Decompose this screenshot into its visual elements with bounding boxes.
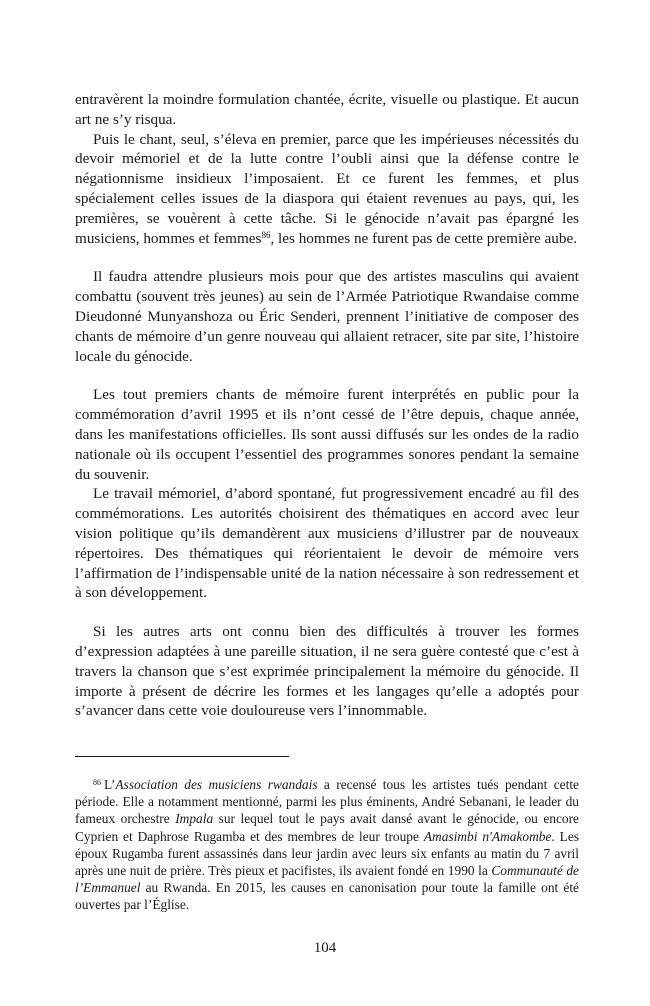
footnote-text: a recensé tous les artistes tués pendant cette période. Elle a notamment mentionné, parmi les plus éminents, André Sebanani, le leader du fameux orchestre: [75, 777, 579, 827]
paragraph-3: Il faudra attendre plusieurs mois pour que des artistes masculins qui avaient combattu (souvent très jeunes) au sein de l’Armée Patriotique Rwandaise comme Dieudonné Munyanshoza ou Éric Senderi, prennent l’initiative de composer des chants de mémoire d’un genre nouveau qui allaient retracer, site par site, l’histoire locale du génocide.: [75, 268, 579, 365]
footnote-italic: Communauté de l’Emmanuel: [75, 863, 579, 896]
footnote-text: au Rwanda. En 2015, les causes en canonisation pour toute la famille ont été ouvertes par l’Église.: [75, 880, 579, 913]
footnote-text: L’: [104, 777, 116, 792]
paragraph-2: [75, 130, 579, 249]
paragraph-4: Les tout premiers chants de mémoire furent interprétés en public pour la commémoration d’avril 1995 et ils n’ont cessé de l’être depuis, chaque année, dans les manifestations officielles. Ils sont aussi diffusés sur les ondes de la radio nationale où ils occupent l’essentiel des programmes sonores pendant la semaine du souvenir.: [75, 386, 579, 483]
page-number: 104: [313, 940, 337, 956]
paragraph-1: entravèrent la moindre formulation chantée, écrite, visuelle ou plastique. Et aucun art ne s’y risqua.: [75, 91, 579, 128]
footnote-text: sur lequel tout le pays avait dansé avant le génocide, ou encore Cyprien et Daphrose Rugamba et des membres de leur troupe: [75, 811, 579, 844]
footnote-separator: [75, 756, 289, 757]
footnote-italic: Impala: [175, 811, 214, 827]
paragraph-5: Le travail mémoriel, d’abord spontané, fut progressivement encadré au fil des commémorations. Les autorités choisirent des thématiques en accord avec leur vision politique qu’ils demandèrent aux musiciens d’illustrer par de nouveaux répertoires. Des thématiques qui réorientaient le devoir de mémoire vers l’affirmation de l’indispensable unité de la nation nécessaire à son redressement et à son développement.: [75, 485, 579, 602]
paragraph-6: Si les autres arts ont connu bien des difficultés à trouver les formes d’expression adaptées à une pareille situation, il ne sera guère contesté que c’est à travers la chanson que s’est exprimée principalement la mémoire du génocide. Il importe à présent de décrire les formes et les langages qu’elle a adoptés pour s’avancer dans cette voie douloureuse vers l’innommable.: [75, 623, 579, 720]
footnote-italic: Amasimbi n'Amakombe: [423, 828, 552, 844]
footnote-reference[interactable]: 86: [261, 229, 271, 240]
footnote-text: . Les époux Rugamba furent assassinés dans leur jardin avec leurs six enfants au matin du 7 avril après une nuit de prière. Très pieux et pacifistes, ils avaient fondé en 1990 la: [75, 828, 579, 879]
footnote-number: 86: [93, 778, 101, 787]
footnote: [75, 776, 579, 914]
body-text: [75, 90, 579, 721]
paragraph-2-text: Puis le chant, seul, s’éleva en premier, parce que les impérieuses nécessités du devoir mémoriel et de la lutte contre l’oubli ainsi que la défense contre le négationnisme insidieux l’imposaient. Et ce furent les femmes, et plus spécialement celles issues de la diaspora qui étaient revenues au pays, qui, les premières, se vouèrent à cette tâche. Si le génocide n’avait pas épargné les musiciens, hommes et femmes: [75, 130, 579, 247]
footnote-italic: Association des musiciens rwandais: [115, 777, 318, 792]
paragraph-2-text-end: , les hommes ne furent pas de cette première aube.: [270, 229, 578, 247]
